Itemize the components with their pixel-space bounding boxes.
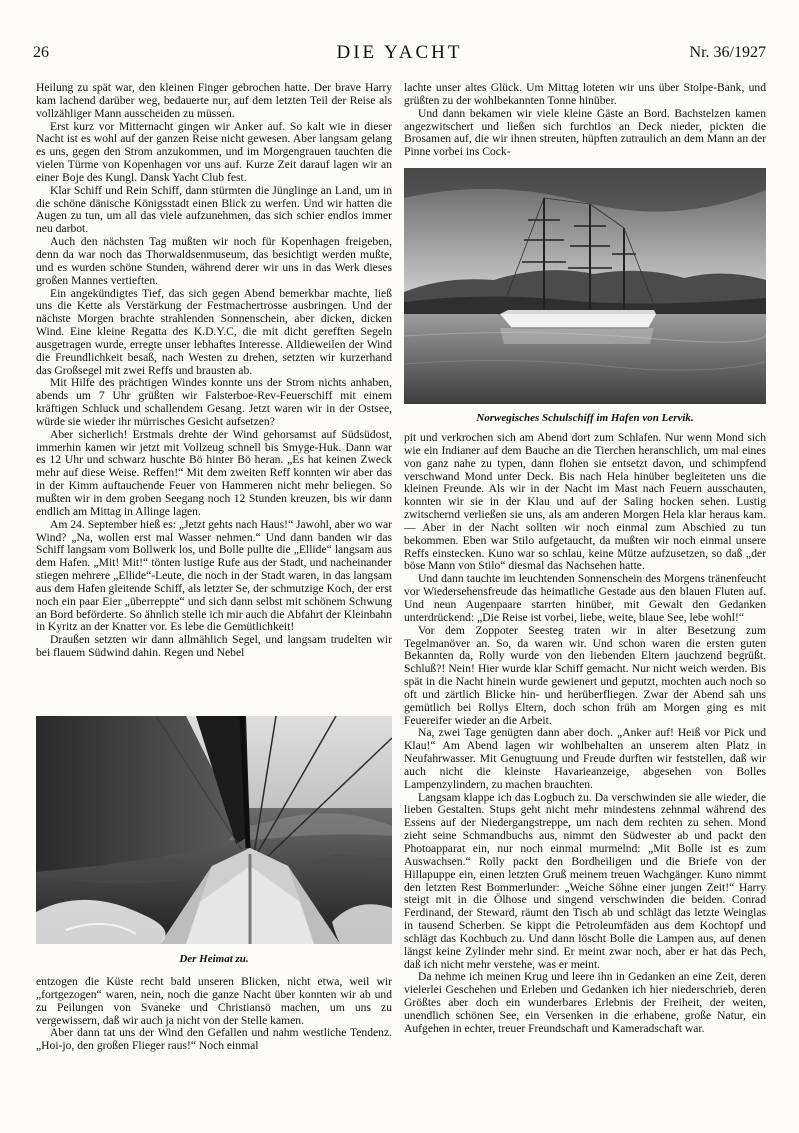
paragraph: Und dann tauchte im leuchtenden Sonnenschein des Morgens tränenfeucht vor Wiedersehensfreude das heimatliche Gestade aus den blauen Fluten auf. Und neun Augenpaare starrten hinüber, mit Gewalt den Gedanken unterdrückend: „Die Reise ist vorbei, liebe, weite, blaue See, lebe wohl!“ xyxy=(404,572,766,624)
left-column-text-top xyxy=(36,82,392,660)
paragraph: Mit Hilfe des prächtigen Windes konnte uns der Strom nichts anhaben, abends um 7 Uhr grüßten wir Falsterboe-Rev-Feuerschiff mit einem kräftigen Schluck und schallendem Gesang. Jetzt waren wir in der Ostsee, würde sie wieder ihr mürrisches Gesicht aufsetzen? xyxy=(36,376,392,428)
right-photo-caption: Norwegisches Schulschiff im Hafen von Lervik. xyxy=(476,412,694,424)
sailing-yacht-bow-photo xyxy=(36,716,392,944)
page-number: 26 xyxy=(33,44,49,61)
paragraph: Klar Schiff und Rein Schiff, dann stürmten die Jünglinge an Land, um in die schöne dänische Königsstadt einen Blick zu werfen. Und wir hatten die Augen zu tun, um all das viele aufzunehmen, das sich schier endlos immer neu darbot. xyxy=(36,183,392,236)
paragraph: Vor dem Zoppoter Seesteg traten wir in alter Besetzung zum Tegelmanöver an. So, da waren wir. Und schon waren die ersten guten Bekannten da, Rolly wurde von den liebenden Eltern jauchzend begrüßt. Schluß?! Nein! Hier wurde klar Schiff gemacht. Nur nicht weich werden. Bis spät in die Nacht hinein wurde gewienert und geputzt, mochten auch noch so oft und zärtlich Blicke hin- und herüberfliegen. Zwar der Abend sah uns gemütlich bei Rollys Eltern, doch schon früh am Morgen ging es mit Feuereifer wieder an die Arbeit. xyxy=(404,623,766,727)
paragraph: Ein angekündigtes Tief, das sich gegen Abend bemerkbar machte, ließ uns die Kette als Verstärkung der Festmachertrosse ausbringen. Und der nächste Morgen brachte strahlenden Sonnenschein, aber dicken, dicken Wind. Eine kleine Regatta des K.D.Y.C, die mit dicht gerefften Segeln ausgetragen wurde, erregte unser lebhaftes Interesse. Alldieweilen der Wind die Freundlichkeit besaß, nach Westen zu drehen, setzten wir kurzerhand das Großsegel mit zwei Reffs und brausten ab. xyxy=(36,286,392,377)
right-column-text-bottom xyxy=(404,432,766,1036)
left-photo-caption: Der Heimat zu. xyxy=(179,953,249,965)
paragraph: Heilung zu spät war, den kleinen Finger gebrochen hatte. Der brave Harry kam lachend darüber weg, bedauerte nur, auf dem letzten Teil der Reise als vollzähliger Mann ausscheiden zu müssen. xyxy=(36,81,392,120)
paragraph: Draußen setzten wir dann allmählich Segel, und langsam trudelten wir bei flauem Südwind dahin. Regen und Nebel xyxy=(36,633,392,660)
paragraph: Am 24. September hieß es: „Jetzt gehts nach Haus!“ Jawohl, aber wo war Wind? „Na, wollen erst mal Wasser nehmen.“ Und dann banden wir das Schiff langsam vom Bollwerk los, und Bolle pullte die „Ellide“ langsam aus dem Hafen. „Mit! Mit!“ tönten lustige Rufe aus der Stadt, und nacheinander stiegen mehrere „Ellide“-Leute, die noch in der Stadt waren, in das langsam aus dem Hafen gleitende Schiff, als letzter Se, der schmutzige Koch, der erst noch ein paar Eier „überreppte“ und sich dann selbst mit schönem Schwung an Bord beförderte. So ähnlich stelle ich mir auch die Abfahrt der Kleinbahn in Kyritz an der Knatter vor. Es lebe die Gemütlichkeit! xyxy=(36,517,392,634)
paragraph: Aber dann tat uns der Wind den Gefallen und nahm westliche Tendenz. „Hoi-jo, den großen Flieger raus!“ Noch einmal xyxy=(36,1026,392,1053)
paragraph: Da nehme ich meinen Krug und leere ihn in Gedanken an eine Zeit, deren vielerlei Geschehen und Erleben und Gedanken ich hier niederschrieb, deren Größtes aber doch ein wunderbares Erlebnis der Freiheit, der weiten, unendlich schönen See, ein Versenken in die erhabene, große Natur, ein Aufgehen in echter, treuer Freundschaft und Kameradschaft war. xyxy=(404,970,766,1035)
magazine-title: DIE YACHT xyxy=(336,42,463,63)
paragraph: Na, zwei Tage genügten dann aber doch. „Anker auf! Heiß vor Pick und Klau!“ Am Abend lagen wir wohlbehalten an unserem alten Platz in Neufahrwasser. Mit Genugtuung und Freude durften wir feststellen, daß wir auch nicht die kleinste Havarieanzeige, abgesehen von Bolles Lampenzylindern, zu machen brauchten. xyxy=(404,726,766,791)
paragraph: entzogen die Küste recht bald unseren Blicken, nicht etwa, weil wir „fortgezogen“ waren, nein, noch die ganze Nacht über konnten wir ab und zu Peilungen von Svaneke und Christiansö machen, um uns zu vergewissern, daß wir auch ja nicht von der Stelle kamen. xyxy=(36,975,392,1027)
paragraph: Aber sicherlich! Erstmals drehte der Wind gehorsamst auf Südsüdost, immerhin kamen wir jetzt mit Vollzeug schnell bis Smyge-Huk. Dann war es 12 Uhr und schwarz huschte Bö hinter Bö heran. „Es hat keinen Zweck mehr auf diese Weise. Reffen!“ Mit dem zweiten Reff konnten wir aber das in der Kimm auftauchende Feuer von Hammeren nicht mehr beliegen. So mußten wir in dem groben Seegang noch 12 Stunden kreuzen, bis wir dann endlich am Mittag in Allinge lagen. xyxy=(36,427,392,518)
paragraph: Erst kurz vor Mitternacht gingen wir Anker auf. So kalt wie in dieser Nacht ist es wohl auf der ganzen Reise nicht gewesen. Aber langsam gelang es uns, gegen den Strom anzukommen, und im Morgengrauen tauchten die vielen Türme von Kopenhagen vor uns auf. Kurze Zeit darauf lagen wir an einer Boje des Kungl. Dansk Yacht Club fest. xyxy=(36,119,392,184)
page-header xyxy=(33,42,766,66)
training-ship-illustration xyxy=(404,168,766,404)
issue-number: Nr. 36/1927 xyxy=(689,44,766,61)
paragraph: Und dann bekamen wir viele kleine Gäste an Bord. Bachstelzen kamen angezwitschert und ließen sich furchtlos an Deck nieder, pickten die Brosamen auf, die wir ihnen streuten, hüpften zutraulich an dem Mann an der Pinne vorbei ins Cock- xyxy=(404,106,766,159)
right-column-text-top xyxy=(404,82,766,159)
paragraph: lachte unser altes Glück. Um Mittag loteten wir uns über Stolpe-Bank, und grüßten zu der wohlbekannten Tonne hinüber. xyxy=(404,81,766,107)
paragraph: pit und verkrochen sich am Abend dort zum Schlafen. Nur wenn Mond sich wie ein Indianer auf dem Bauche an die Tierchen heranschlich, um mal eines von ganz nahe zu typen, dann flohen sie entsetzt davon, und schimpfend verschwand Mond unter Deck. Bis nach Hela hinüber begleiteten uns die kleinen Freunde. Als wir in der Nacht im Mast nach Feuern ausschauten, konnten wir sie in der Klau und auf der Saling hocken sehen. Lustig zwitschernd verließen sie uns, als am anderen Morgen Hela klar heraus kam. — Aber in der Nacht sollten wir noch einmal zum Abschied zu tun bekommen. Eben war Stilo aufgetaucht, da mußten wir noch einmal unsere Reffs einstecken. Kuno war so schlau, keine Mütze aufzusetzen, so daß „der böse Mann von Stilo“ diesmal das Nachsehen hatte. xyxy=(404,431,766,573)
yacht-bow-illustration xyxy=(36,716,392,944)
paragraph: Auch den nächsten Tag mußten wir noch für Kopenhagen freigeben, denn da war noch das Thorwaldsenmuseum, das besichtigt werden mußte, und es wurden schöne Stunden, während derer wir uns in das Werk dieses großen Mannes vertieften. xyxy=(36,235,392,287)
training-ship-photo xyxy=(404,168,766,404)
left-column-text-bottom xyxy=(36,976,392,1053)
paragraph: Langsam klappe ich das Logbuch zu. Da verschwinden sie alle wieder, die lieben Gestalten. Stups geht nicht mehr mindestens zehnmal während des Essens auf der Niedergangstreppe, um nach dem rechten zu sehen. Mond zieht seine Schmandbuchs aus, nimmt den Südwester ab und packt den Photoapparat ein, nur noch einmal murmelnd: „Mit Bolle ist es zum Auswachsen.“ Rolly packt den Bordheiligen und die Briefe von der Hillapuppe ein, einen letzten Gruß meinem treuen Wachgänger. Kuno nimmt den letzten Rest Bommerlunder: „Weiche Söhne einer jungen Zeit!“ Harry steigt mit in die Ölhose und singend verschwinden die beiden. Conrad Ferdinand, der Steward, räumt den Tisch ab und schlägt das letzte Weinglas in tausend Scherben. Se kippt die Petroleumfäden aus dem Kochtopf und schlägt das Kochbuch zu. Und dann löscht Bolle die Lampen aus, auf denen längst keine Zylinder mehr sind. Er meint zwar noch, aber er hat das Pech, daß ich nicht mehr verstehe, was er meint. xyxy=(404,790,766,971)
